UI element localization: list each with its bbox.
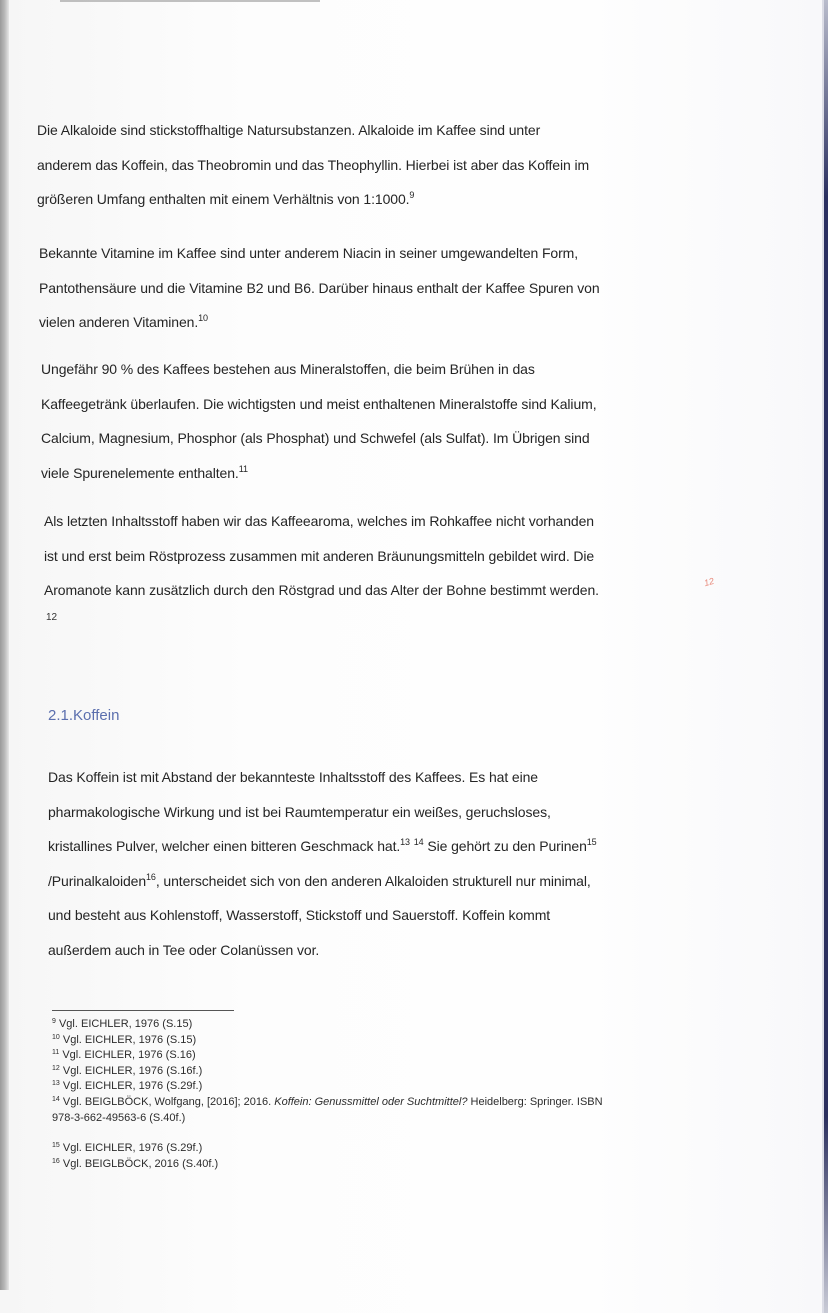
handwritten-annotation: 12 [702, 575, 716, 589]
page-left-edge-shadow [0, 0, 9, 1290]
footnote-ref[interactable]: 14 [413, 837, 424, 847]
footnote-15: $^{15}$ Vgl. EICHLER, 1976 (S.29f.) [52, 1142, 203, 1155]
text-line: größeren Umfang enthalten mit einem Verhältnis von 1:1000.$^9$ [37, 190, 415, 207]
book-title: Koffein: Genussmittel oder Suchtmittel? [274, 1095, 468, 1108]
text-line: und besteht aus Kohlenstoff, Wasserstoff, Stickstoff und Sauerstoff. Koffein kommt [48, 907, 551, 923]
text-line: Kaffeegetränk überlaufen. Die wichtigsten und meist enthaltenen Mineralstoffe sind Kalium, [41, 395, 597, 412]
text-line: Ungefähr 90 % des Kaffees bestehen aus Mineralstoffen, die beim Brühen in das [41, 361, 535, 377]
text-line: kristallines Pulver, welcher einen bitteren Geschmack hat.$^{13}$ $^{14}$ Sie gehört zu den Purinen$^{15}$ [48, 837, 597, 854]
footnote-11: $^{11}$ Vgl. EICHLER, 1976 (S.16) [52, 1049, 196, 1062]
footnote-ref[interactable]: 13 [400, 837, 410, 847]
footnote-12: $^{12}$ Vgl. EICHLER, 1976 (S.16f.) [52, 1064, 203, 1077]
footnote-ref-orphan[interactable]: 12 [46, 612, 58, 623]
text-line: /Purinalkaloiden$^{16}$, unterscheidet sich von den anderen Alkaloiden strukturell nur minimal, [48, 871, 591, 889]
footnote-ref[interactable]: 16 [146, 871, 156, 882]
text-line: ist und erst beim Röstprozess zusammen mit anderen Bräunungsmitteln gebildet wird. Die [44, 547, 595, 564]
footnote-16: $^{16}$ Vgl. BEIGLBÖCK, 2016 (S.40f.) [52, 1157, 219, 1170]
page-top-shadow [60, 0, 320, 2]
paragraph-alkaloide [37, 113, 589, 217]
footnote-9: $^9$ Vgl. EICHLER, 1976 (S.15) [52, 1018, 193, 1030]
text-line: pharmakologische Wirkung und ist bei Raumtemperatur ein weißes, geruchsloses, [48, 803, 551, 820]
text-line: Als letzten Inhaltsstoff haben wir das Kaffeearoma, welches im Rohkaffee nicht vorhanden [44, 513, 594, 529]
text-line: Aromanote kann zusätzlich durch den Röstgrad und das Alter der Bohne bestimmt werden. [44, 582, 599, 598]
screen-bezel-right [824, 0, 828, 1313]
footnote-ref[interactable]: 10 [198, 313, 208, 323]
footnote-13: $^{13}$ Vgl. EICHLER, 1976 (S.29f.) [52, 1080, 203, 1093]
footnote-gap [52, 1126, 603, 1141]
footnote-10: $^{10}$ Vgl. EICHLER, 1976 (S.15) [52, 1033, 197, 1046]
footnote-ref[interactable]: 15 [586, 837, 597, 847]
footnote-14: $^{14}$ Vgl. BEIGLBÖCK, Wolfgang, [2016]; 2016. Koffein: Genussmittel oder Suchtmittel? Heidelberg: Springer. ISBN [52, 1095, 603, 1108]
text-line: viele Spurenelemente enthalten.$^{11}$ [41, 463, 248, 481]
text-line: Pantothensäure und die Vitamine B2 und B6. Darüber hinaus enthalt der Kaffee Spuren von [39, 279, 600, 296]
text-line: außerdem auch in Tee oder Colanüssen vor. [48, 941, 320, 958]
paragraph-aroma [44, 504, 599, 608]
text-line: Das Koffein ist mit Abstand der bekannteste Inhaltsstoff des Kaffees. Es hat eine [48, 769, 538, 785]
paragraph-koffein [48, 760, 597, 967]
section-heading: 2.1.Koffein [48, 707, 120, 724]
text-line: Calcium, Magnesium, Phosphor (als Phosphat) und Schwefel (als Sulfat). Im Übrigen sind [41, 430, 590, 446]
footnote-ref[interactable]: 11 [238, 463, 248, 474]
footnote-ref[interactable]: 9 [409, 190, 415, 200]
text-line: anderem das Koffein, das Theobromin und das Theophyllin. Hierbei ist aber das Koffein im [37, 156, 590, 173]
footnote-14-cont: 978-3-662-49563-6 (S.40f.) [52, 1111, 186, 1124]
paragraph-mineralstoffe [41, 352, 597, 490]
footnotes [52, 1017, 603, 1172]
footnote-separator [52, 1010, 234, 1011]
text-line: Die Alkaloide sind stickstoffhaltige Natursubstanzen. Alkaloide im Kaffee sind unter [37, 122, 541, 138]
text-line: vielen anderen Vitaminen.$^{10}$ [39, 313, 208, 330]
paragraph-vitamine [39, 236, 600, 340]
text-line: Bekannte Vitamine im Kaffee sind unter anderem Niacin in seiner umgewandelten Form, [39, 245, 579, 261]
